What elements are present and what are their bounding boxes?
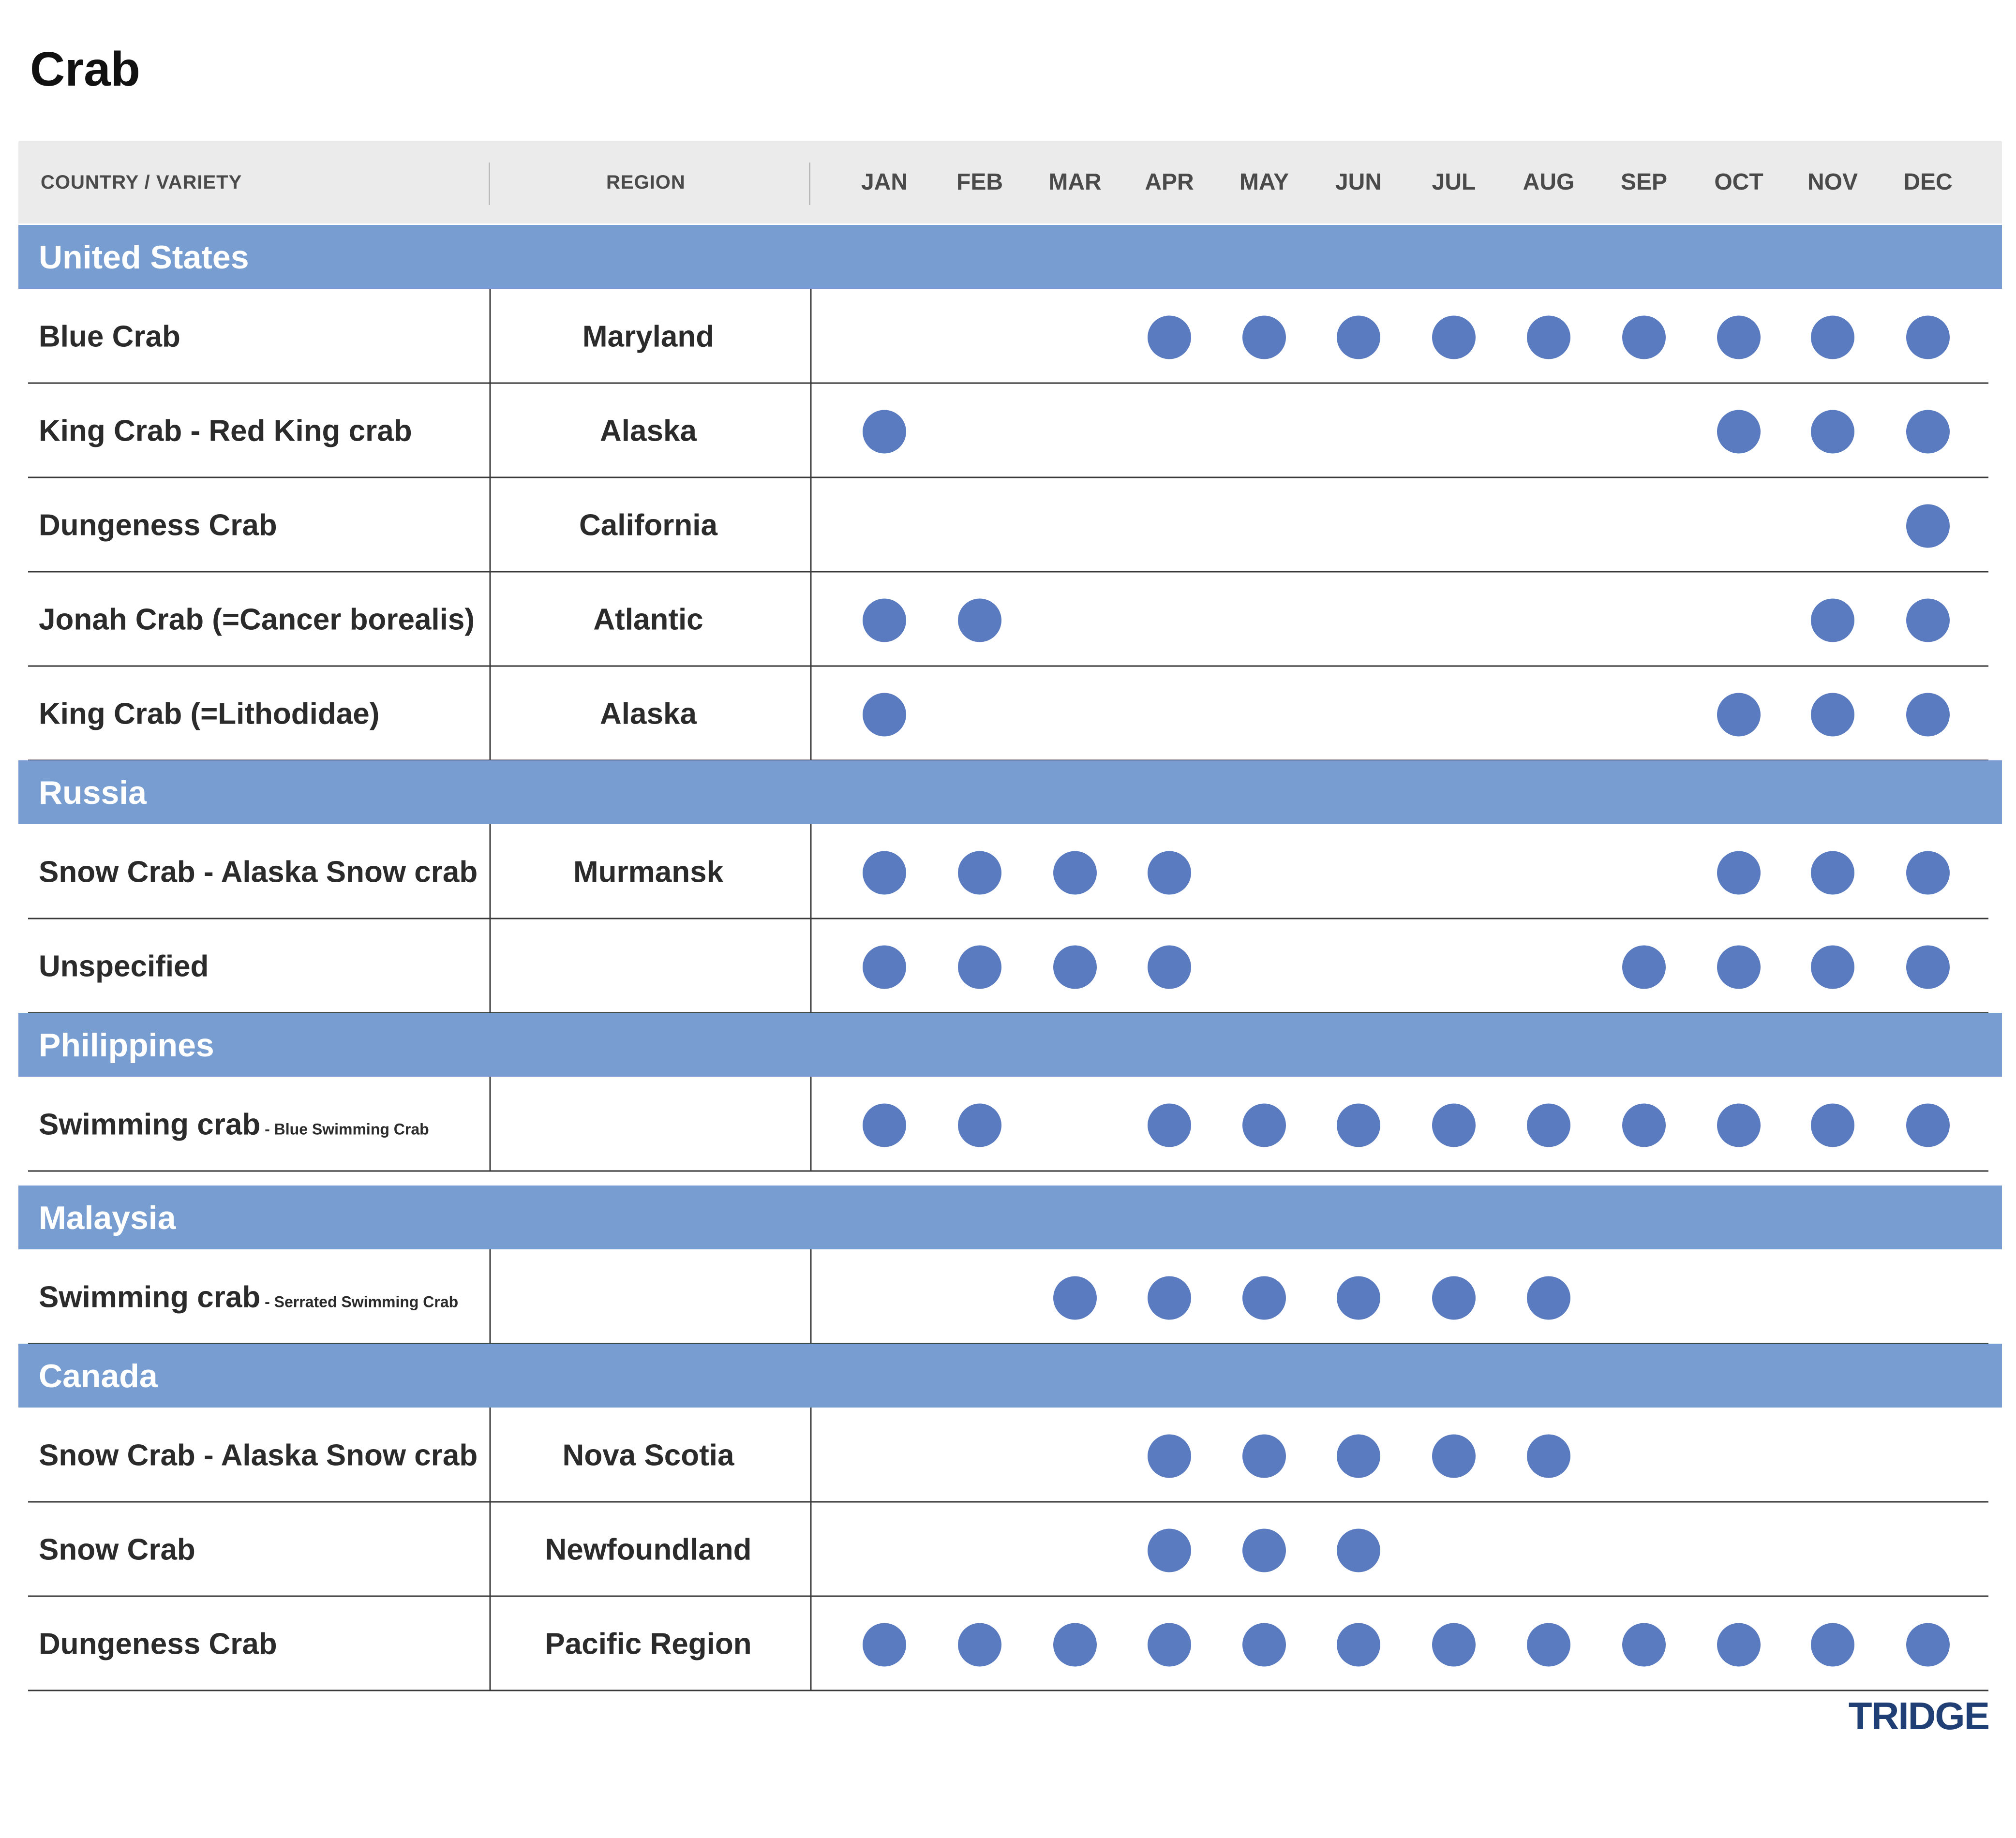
season-dot-sep — [1622, 1104, 1666, 1147]
month-header-jun: JUN — [1335, 169, 1382, 195]
region-label: Newfoundland — [545, 1533, 752, 1567]
group-label: Canada — [39, 1358, 158, 1394]
season-dot-aug — [1527, 1276, 1570, 1320]
season-dot-feb — [958, 599, 1001, 642]
season-dot-apr — [1148, 851, 1191, 895]
season-dot-jan — [863, 946, 906, 989]
group-band — [18, 1013, 2002, 1077]
variety-label: Jonah Crab (=Cancer borealis) — [39, 603, 475, 637]
season-dot-oct — [1717, 1104, 1761, 1147]
group-band — [18, 225, 2002, 289]
group-label: United States — [39, 239, 249, 276]
region-label: Pacific Region — [545, 1627, 752, 1661]
month-header-jan: JAN — [861, 169, 908, 195]
region-label: Alaska — [600, 697, 697, 731]
month-header-dec: DEC — [1903, 169, 1953, 195]
variety-label: Blue Crab — [39, 320, 180, 354]
group-band — [18, 760, 2002, 824]
season-dot-oct — [1717, 851, 1761, 895]
season-dot-oct — [1717, 946, 1761, 989]
header-country-variety: COUNTRY / VARIETY — [41, 172, 242, 193]
variety-label: Snow Crab - Alaska Snow crab — [39, 1438, 478, 1472]
season-dot-jan — [863, 1623, 906, 1667]
variety-sublabel: - Blue Swimming Crab — [260, 1120, 429, 1138]
season-dot-mar — [1053, 946, 1097, 989]
season-dot-nov — [1811, 599, 1854, 642]
season-dot-aug — [1527, 1435, 1570, 1478]
season-dot-may — [1242, 1276, 1286, 1320]
month-header-aug: AUG — [1523, 169, 1575, 195]
season-dot-jun — [1337, 1276, 1380, 1320]
group-label: Philippines — [39, 1027, 214, 1064]
season-dot-jul — [1432, 1276, 1476, 1320]
season-dot-may — [1242, 1529, 1286, 1572]
season-dot-dec — [1906, 851, 1950, 895]
season-dot-jan — [863, 599, 906, 642]
season-dot-may — [1242, 1104, 1286, 1147]
variety-label: Dungeness Crab — [39, 508, 277, 542]
season-dot-apr — [1148, 316, 1191, 359]
month-header-oct: OCT — [1714, 169, 1763, 195]
season-dot-apr — [1148, 1529, 1191, 1572]
region-label: Atlantic — [593, 603, 703, 637]
season-dot-dec — [1906, 410, 1950, 454]
season-dot-dec — [1906, 693, 1950, 737]
season-dot-nov — [1811, 693, 1854, 737]
month-header-jul: JUL — [1432, 169, 1476, 195]
season-dot-apr — [1148, 946, 1191, 989]
season-dot-jun — [1337, 1529, 1380, 1572]
season-dot-aug — [1527, 316, 1570, 359]
region-label: California — [579, 508, 717, 542]
group-label: Malaysia — [39, 1200, 176, 1236]
season-dot-feb — [958, 946, 1001, 989]
variety-label: Snow Crab - Alaska Snow crab — [39, 855, 478, 889]
season-dot-sep — [1622, 316, 1666, 359]
season-dot-apr — [1148, 1104, 1191, 1147]
season-dot-may — [1242, 316, 1286, 359]
season-dot-nov — [1811, 1104, 1854, 1147]
season-dot-jan — [863, 693, 906, 737]
season-dot-jul — [1432, 316, 1476, 359]
variety-label: King Crab - Red King crab — [39, 414, 412, 448]
season-dot-feb — [958, 1104, 1001, 1147]
season-dot-nov — [1811, 410, 1854, 454]
month-header-may: MAY — [1239, 169, 1289, 195]
season-dot-mar — [1053, 1623, 1097, 1667]
season-dot-jan — [863, 851, 906, 895]
group-label: Russia — [39, 774, 147, 811]
header-region: REGION — [606, 172, 686, 193]
season-dot-may — [1242, 1623, 1286, 1667]
season-dot-jul — [1432, 1104, 1476, 1147]
season-dot-aug — [1527, 1104, 1570, 1147]
month-header-sep: SEP — [1620, 169, 1668, 195]
month-header-mar: MAR — [1048, 169, 1102, 195]
season-dot-jan — [863, 410, 906, 454]
season-dot-dec — [1906, 1104, 1950, 1147]
season-dot-apr — [1148, 1623, 1191, 1667]
group-band — [18, 1186, 2002, 1249]
tridge-logo: TRIDGE — [1848, 1694, 1989, 1737]
month-header-nov: NOV — [1807, 169, 1858, 195]
season-dot-apr — [1148, 1435, 1191, 1478]
season-dot-oct — [1717, 693, 1761, 737]
page-title: Crab — [30, 42, 140, 96]
variety-label: Swimming crab - Serrated Swimming Crab — [39, 1280, 459, 1314]
season-dot-dec — [1906, 946, 1950, 989]
variety-label: King Crab (=Lithodidae) — [39, 697, 380, 731]
region-label: Maryland — [582, 320, 715, 354]
month-header-apr: APR — [1145, 169, 1194, 195]
region-label: Alaska — [600, 414, 697, 448]
season-dot-jun — [1337, 316, 1380, 359]
region-label: Murmansk — [573, 855, 724, 889]
variety-label: Snow Crab — [39, 1533, 195, 1567]
season-dot-dec — [1906, 504, 1950, 548]
variety-label: Dungeness Crab — [39, 1627, 277, 1661]
season-dot-oct — [1717, 410, 1761, 454]
season-dot-mar — [1053, 1276, 1097, 1320]
season-dot-jun — [1337, 1104, 1380, 1147]
season-dot-aug — [1527, 1623, 1570, 1667]
season-dot-feb — [958, 851, 1001, 895]
season-dot-jul — [1432, 1623, 1476, 1667]
season-dot-nov — [1811, 851, 1854, 895]
variety-label: Unspecified — [39, 949, 209, 983]
variety-sublabel: - Serrated Swimming Crab — [260, 1293, 459, 1311]
season-dot-jan — [863, 1104, 906, 1147]
season-dot-dec — [1906, 1623, 1950, 1667]
season-dot-jun — [1337, 1623, 1380, 1667]
season-dot-jul — [1432, 1435, 1476, 1478]
season-dot-sep — [1622, 946, 1666, 989]
season-dot-dec — [1906, 316, 1950, 359]
season-dot-may — [1242, 1435, 1286, 1478]
season-dot-dec — [1906, 599, 1950, 642]
season-dot-nov — [1811, 316, 1854, 359]
season-dot-mar — [1053, 851, 1097, 895]
season-dot-nov — [1811, 1623, 1854, 1667]
season-dot-feb — [958, 1623, 1001, 1667]
season-dot-apr — [1148, 1276, 1191, 1320]
variety-label: Swimming crab - Blue Swimming Crab — [39, 1108, 429, 1141]
group-band — [18, 1344, 2002, 1408]
season-dot-oct — [1717, 1623, 1761, 1667]
month-header-feb: FEB — [956, 169, 1003, 195]
season-dot-oct — [1717, 316, 1761, 359]
season-dot-sep — [1622, 1623, 1666, 1667]
season-dot-jun — [1337, 1435, 1380, 1478]
region-label: Nova Scotia — [562, 1438, 734, 1472]
season-dot-nov — [1811, 946, 1854, 989]
